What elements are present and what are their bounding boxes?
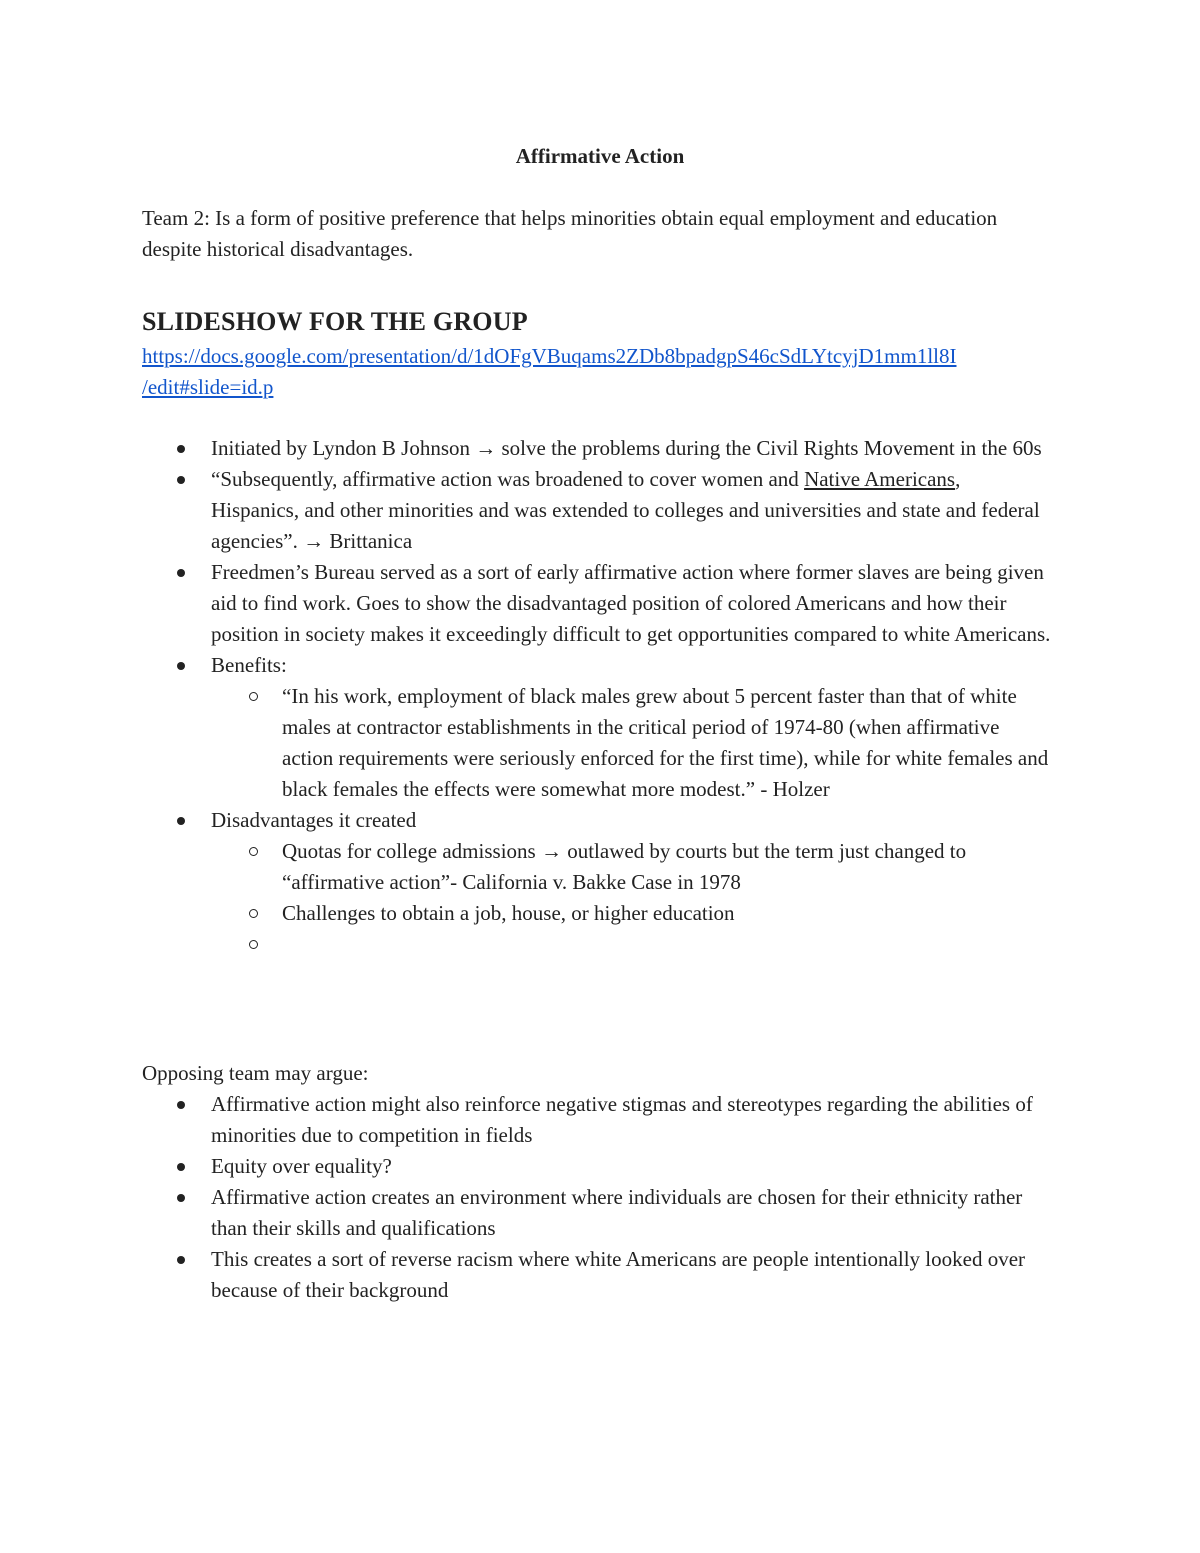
- opposing-label: Opposing team may argue:: [142, 1061, 369, 1085]
- bullet-text: Benefits:: [211, 653, 287, 677]
- intro-paragraph: Team 2: Is a form of positive preference that helps minorities obtain equal employment and education despite historical disadvantages.: [142, 206, 998, 261]
- bullet-text-end: , Hispanics, and other minorities and was extended to colleges and universities and state and federal agencies”. → Brittanica: [211, 467, 1040, 553]
- bullet-text: Affirmative action might also reinforce negative stigmas and stereotypes regarding the abilities of minorities due to competition in fields: [211, 1092, 1033, 1147]
- underlined-term: Native Americans: [804, 467, 956, 491]
- list-item: [0, 557, 1051, 650]
- list-item: [0, 464, 1051, 557]
- opposing-bullet-list: [0, 1089, 1051, 1306]
- bullet-text: This creates a sort of reverse racism where white Americans are people intentionally looked over because of their background: [211, 1247, 1026, 1302]
- list-item: [0, 1244, 1051, 1306]
- list-item: [0, 805, 1051, 960]
- slideshow-link[interactable]: [142, 341, 1062, 403]
- slideshow-link-line1[interactable]: https://docs.google.com/presentation/d/1dOFgVBuqams2ZDb8bpadgpS46cSdLYtcyjD1mm1ll8I: [142, 344, 957, 368]
- list-item: [0, 1151, 1051, 1182]
- list-item: [0, 1182, 1051, 1244]
- sub-bullet-text: Quotas for college admissions → outlawed by courts but the term just changed to “affirmative action”- California v. Bakke Case in 1978: [282, 839, 967, 894]
- document-title: Affirmative Action: [515, 144, 685, 168]
- sub-bullet-text: “In his work, employment of black males grew about 5 percent faster than that of white males at contractor establishments in the critical period of 1974-80 (when affirmative action requirements were seriously enforced for the first time), while for white females and black females the effects were somewhat more modest.” - Holzer: [282, 684, 1049, 801]
- bullet-text: Affirmative action creates an environment where individuals are chosen for their ethnicity rather than their skills and qualifications: [211, 1185, 1023, 1240]
- main-bullet-list: [0, 433, 1051, 960]
- bullet-text: Initiated by Lyndon B Johnson → solve the problems during the Civil Rights Movement in the 60s: [211, 436, 1042, 460]
- sublist-item: [0, 898, 1052, 929]
- bullet-text: Freedmen’s Bureau served as a sort of early affirmative action where former slaves are being given aid to find work. Goes to show the disadvantaged position of colored Americans and how their position in society makes it exceedingly difficult to get opportunities compared to white Americans.: [211, 560, 1051, 646]
- slideshow-link-line2[interactable]: /edit#slide=id.p: [142, 375, 274, 399]
- sublist-item-empty: [0, 929, 1052, 960]
- list-item: [0, 433, 1051, 464]
- sublist-item: [0, 681, 1052, 805]
- slideshow-heading: SLIDESHOW FOR THE GROUP: [142, 307, 528, 336]
- bullet-text-start: “Subsequently, affirmative action was broadened to cover women and: [211, 467, 805, 491]
- list-item: [0, 1089, 1051, 1151]
- bullet-text: Equity over equality?: [211, 1154, 392, 1178]
- bullet-text: Disadvantages it created: [211, 808, 417, 832]
- disadvantages-sublist: [211, 836, 1051, 960]
- benefits-sublist: [211, 681, 1051, 805]
- list-item: [0, 650, 1051, 805]
- sublist-item: [0, 836, 1052, 898]
- sub-bullet-text: Challenges to obtain a job, house, or higher education: [282, 901, 735, 925]
